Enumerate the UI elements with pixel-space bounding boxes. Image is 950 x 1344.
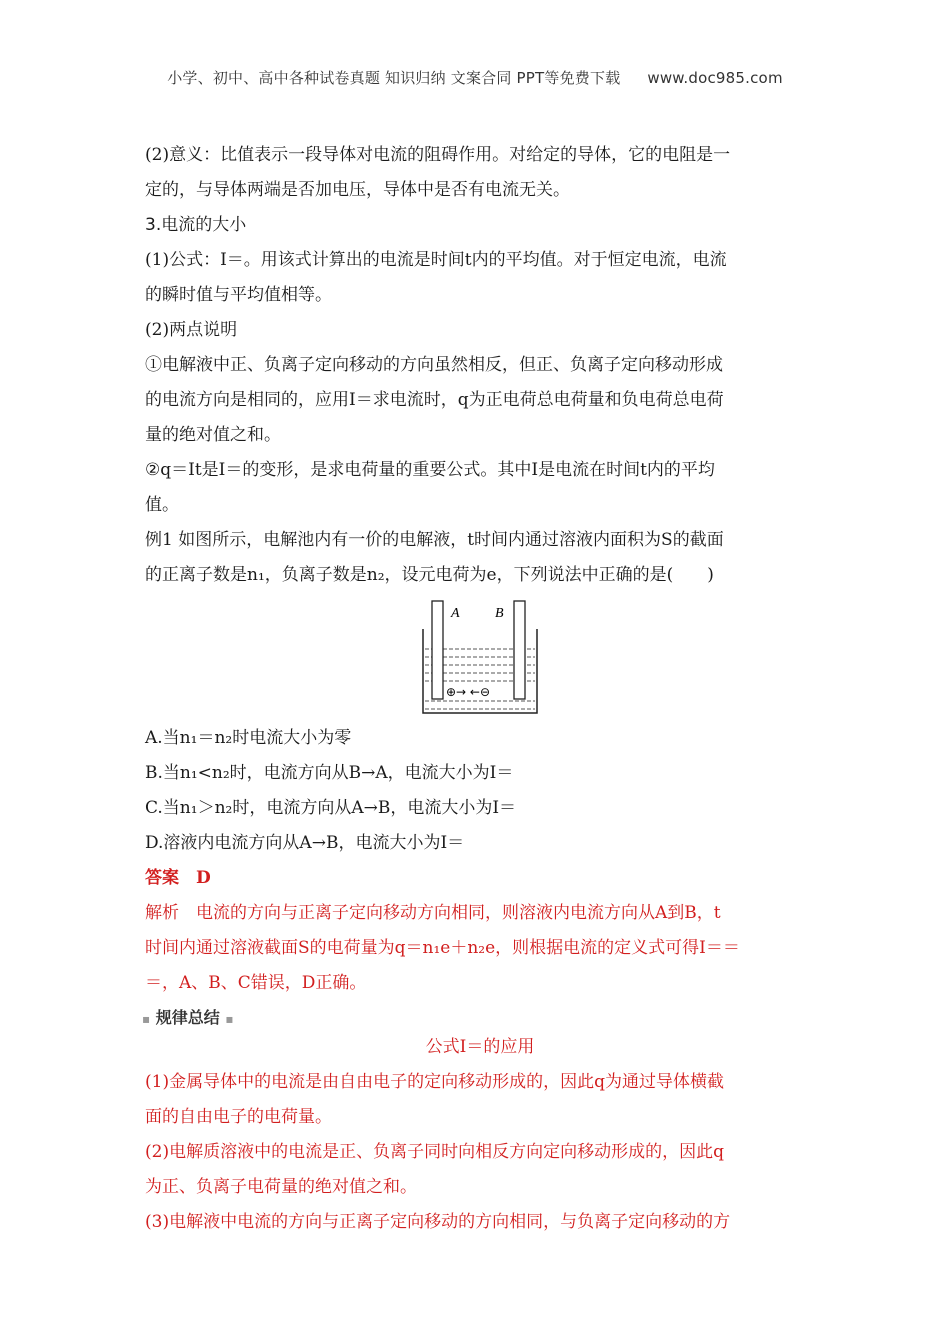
page-header xyxy=(0,67,950,88)
option-c: C.当n₁＞n₂时，电流方向从A→B，电流大小为I＝ xyxy=(145,798,517,818)
point2-line-1: ②q＝It是I＝的变形，是求电荷量的重要公式。其中I是电流在时间t内的平均 xyxy=(145,460,715,480)
meaning-line-1: (2)意义：比值表示一段导体对电流的阻碍作用。对给定的导体，它的电阻是一 xyxy=(145,145,731,165)
electrolytic-cell-figure xyxy=(421,599,541,717)
formula-line-2: 的瞬时值与平均值相等。 xyxy=(145,285,332,305)
header-url[interactable]: www.doc985.com xyxy=(647,69,783,87)
example-line-2: 的正离子数是n₁，负离子数是n₂，设元电荷为e，下列说法中正确的是( ) xyxy=(145,565,714,585)
label-b: B xyxy=(495,606,504,621)
analysis-line-2: 时间内通过溶液截面S的电荷量为q＝n₁e＋n₂e，则根据电流的定义式可得I＝＝ xyxy=(145,938,740,958)
summary-item1-line-2: 面的自由电子的电荷量。 xyxy=(145,1107,332,1127)
electrode-b xyxy=(514,601,525,699)
electrode-a xyxy=(432,601,443,699)
tag-dot-right-icon: ▪ xyxy=(225,1012,234,1026)
header-text: 小学、初中、高中各种试卷真题 知识归纳 文案合同 PPT等免费下载 xyxy=(167,69,621,87)
summary-item2-line-2: 为正、负离子电荷量的绝对值之和。 xyxy=(145,1177,417,1197)
ion-movement: ⊕→ ←⊖ xyxy=(446,685,491,699)
point2-line-2: 值。 xyxy=(145,495,179,515)
document-body xyxy=(142,138,815,1240)
summary-title: 公式I＝的应用 xyxy=(425,1037,535,1057)
point1-line-1: ①电解液中正、负离子定向移动的方向虽然相反，但正、负离子定向移动形成 xyxy=(145,355,723,375)
analysis-line-1: 解析 电流的方向与正离子定向移动方向相同，则溶液内电流方向从A到B，t xyxy=(145,903,721,923)
option-d: D.溶液内电流方向从A→B，电流大小为I＝ xyxy=(145,833,465,853)
summary-item1-line-1: (1)金属导体中的电流是由自由电子的定向移动形成的，因此q为通过导体横截 xyxy=(145,1072,724,1092)
summary-item2-line-1: (2)电解质溶液中的电流是正、负离子同时向相反方向定向移动形成的，因此q xyxy=(145,1142,724,1162)
point1-line-2: 的电流方向是相同的，应用I＝求电流时，q为正电荷总电荷量和负电荷总电荷 xyxy=(145,390,724,410)
option-a: A.当n₁＝n₂时电流大小为零 xyxy=(145,728,352,748)
meaning-line-2: 定的，与导体两端是否加电压，导体中是否有电流无关。 xyxy=(145,180,570,200)
point1-line-3: 量的绝对值之和。 xyxy=(145,425,281,445)
formula-line-1: (1)公式：I＝。用该式计算出的电流是时间t内的平均值。对于恒定电流，电流 xyxy=(145,250,727,270)
example-line-1: 例1 如图所示，电解池内有一价的电解液，t时间内通过溶液内面积为S的截面 xyxy=(145,530,724,550)
option-b: B.当n₁<n₂时，电流方向从B→A，电流大小为I＝ xyxy=(145,763,514,783)
tag-dot-left-icon: ▪ xyxy=(142,1012,151,1026)
points-title: (2)两点说明 xyxy=(145,320,238,340)
section-title: 3.电流的大小 xyxy=(145,215,247,235)
summary-item3-line-1: (3)电解液中电流的方向与正离子定向移动的方向相同，与负离子定向移动的方 xyxy=(145,1212,731,1232)
analysis-line-3: ＝，A、B、C错误，D正确。 xyxy=(145,973,367,993)
summary-tag-label: 规律总结 xyxy=(155,1008,220,1027)
answer: 答案 D xyxy=(145,868,211,888)
label-a: A xyxy=(451,606,460,621)
summary-tag xyxy=(142,1005,233,1028)
